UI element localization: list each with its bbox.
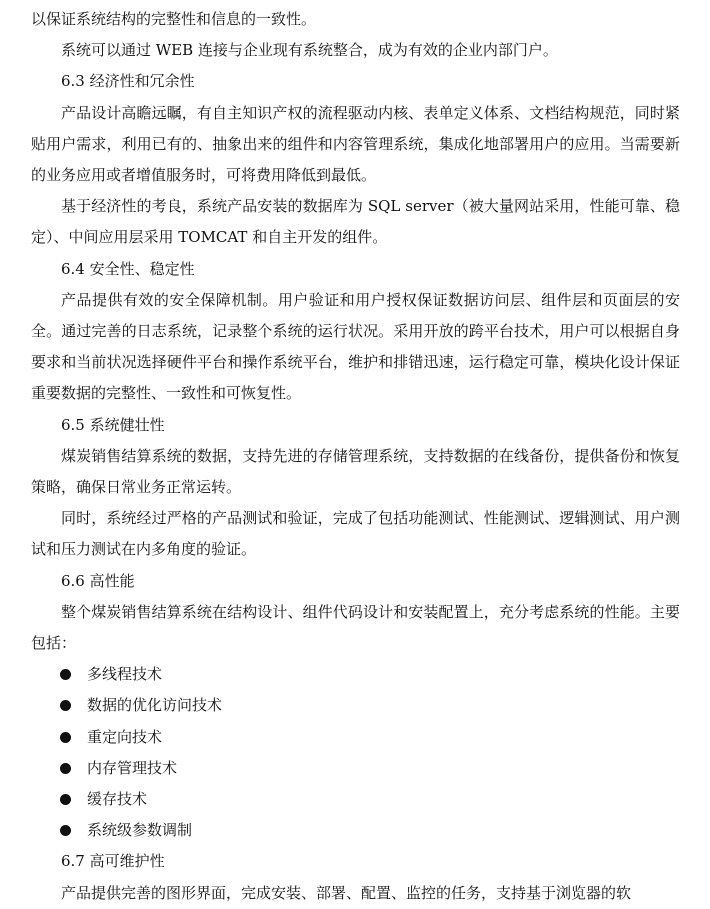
paragraph-robustness-testing: 同时，系统经过严格的产品测试和验证，完成了包括功能测试、性能测试、逻辑测试、用户测试和压力测试在内多角度的验证。 (31, 509, 680, 559)
paragraph-economy-design: 产品设计高瞻远瞩，有自主知识产权的流程驱动内核、表单定义体系、文档结构规范，同时紧贴用户需求，利用已有的、抽象出来的组件和内容管理系统，集成化地部署用户的应用。当需要新的业务应用或者增值服务时，可将费用降低到最低。 (31, 103, 680, 185)
paragraph-robustness-backup: 煤炭销售结算系统的数据，支持先进的存储管理系统，支持数据的在线备份，提供备份和恢复策略，确保日常业务正常运转。 (31, 446, 680, 497)
list-item-text: 内存管理技术 (87, 758, 178, 777)
paragraph-maintainability: 产品提供完善的图形界面，完成安装、部署、配置、监控的任务，支持基于浏览器的软 (61, 883, 632, 902)
section-heading-6-7: 6.7 高可维护性 (61, 852, 165, 871)
bullet-icon (60, 763, 71, 774)
paragraph-web-integration: 系统可以通过 WEB 连接与企业现有系统整合，成为有效的企业内部门户。 (61, 41, 558, 60)
section-heading-6-4: 6.4 安全性、稳定性 (61, 259, 195, 278)
list-item (31, 784, 680, 815)
list-item-text: 重定向技术 (87, 727, 163, 746)
performance-bullet-list (31, 659, 680, 846)
list-item (31, 753, 680, 784)
list-item (31, 815, 680, 846)
list-item-text: 数据的优化访问技术 (87, 696, 223, 715)
bullet-icon (60, 825, 71, 836)
list-item-text: 缓存技术 (87, 790, 148, 809)
list-item-text: 系统级参数调制 (87, 821, 193, 840)
bullet-icon (60, 732, 71, 743)
list-item (31, 690, 680, 721)
list-item-text: 多线程技术 (87, 665, 163, 684)
paragraph-economy-database: 基于经济性的考良，系统产品安装的数据库为 SQL server（被大量网站采用，性能可靠、稳定）、中间应用层采用 TOMCAT 和自主开发的组件。 (31, 197, 680, 247)
section-heading-6-5: 6.5 系统健壮性 (61, 415, 165, 434)
section-heading-6-6: 6.6 高性能 (61, 571, 135, 590)
section-heading-6-3: 6.3 经济性和冗余性 (61, 72, 195, 91)
bullet-icon (60, 700, 71, 711)
paragraph-performance: 整个煤炭销售结算系统在结构设计、组件代码设计和安装配置上，充分考虑系统的性能。主要包括： (31, 602, 680, 653)
paragraph-continuation: 以保证系统结构的完整性和信息的一致性。 (31, 10, 317, 28)
list-item (31, 722, 680, 753)
bullet-icon (60, 794, 71, 805)
list-item (31, 659, 680, 690)
paragraph-security: 产品提供有效的安全保障机制。用户验证和用户授权保证数据访问层、组件层和页面层的安全。通过完善的日志系统，记录整个系统的运行状况。采用开放的跨平台技术，用户可以根据自身要求和当前状况选择硬件平台和操作系统平台，维护和排错迅速，运行稳定可靠，模块化设计保证重要数据的完整性、一致性和可恢复性。 (31, 290, 680, 403)
bullet-icon (60, 669, 71, 680)
